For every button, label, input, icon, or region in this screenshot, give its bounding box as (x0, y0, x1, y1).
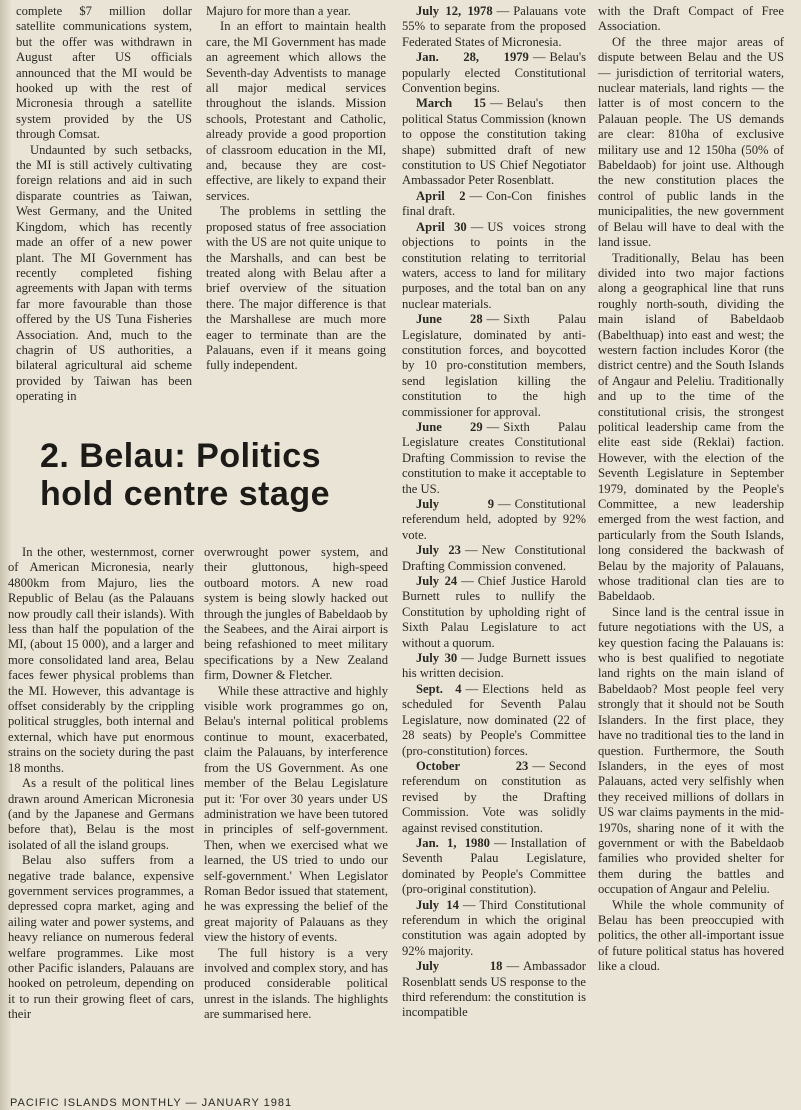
timeline-text: Chief Justice Harold Burnett rules to nullify the Constitution by upholding right of Sixth Palau Legislature to act without a quorum. (402, 574, 586, 650)
article-column-5 (598, 4, 784, 975)
em-dash: — (506, 959, 520, 974)
article-column-3 (8, 545, 194, 1023)
paragraph: complete $7 million dollar satellite communications system, but the offer was withdrawn in August after US officials announced that the MI would be hooked up with the rest of Micronesia through a satellite system provided by the US through Comsat. (16, 4, 192, 142)
timeline-text: Second referendum on constitution as revised by the Drafting Commission. Vote was solidly against revised constitution. (402, 758, 586, 835)
timeline-entry (402, 898, 586, 960)
timeline-text: Constitutional referendum held, adopted by 92% vote. (402, 497, 586, 542)
headline-line-1: 2. Belau: Politics (40, 437, 322, 475)
timeline-entry (402, 759, 586, 836)
timeline-date: July 12, 1978 (416, 4, 493, 18)
em-dash: — (532, 50, 546, 65)
em-dash: — (461, 651, 474, 666)
paragraph: Traditionally, Belau has been divided into two major factions along a geographical line that runs roughly north-south, dividing the main island of Babeldaob (Babelthuap) into east and west; the western faction includes Koror (the district centre) and the South Islands of Angaur and Peleliu. Traditionally and up to the time of the constitutional crisis, the strongest political leadership came from the elite east side (Reklai) faction. However, with the election of the Seventh Legislature in September 1979, dominated by the People's Committee, a new leadership emerged from the west faction, and particularly from the South Islands, long considered the backwash of Belau by the majority of Palauans, whose traditional clan ties are to Babeldaob. (598, 250, 784, 604)
timeline-entry (402, 497, 586, 543)
em-dash: — (498, 497, 511, 511)
section-headline (40, 437, 392, 513)
timeline-text: Con-Con finishes final draft. (402, 188, 586, 219)
paragraph: Belau also suffers from a negative trade balance, expensive government services programmes, a depressed copra market, aging and ailing water and power systems, and heavy reliance on numerous federal welfare programmes. Like most other Pacific islanders, Palauans are hooked on petroleum, depending on it to run their growing fleet of cars, their (8, 853, 194, 1022)
page-footer: PACIFIC ISLANDS MONTHLY — JANUARY 1981 (10, 1097, 293, 1109)
timeline-text: Sixth Palau Legislature, dominated by anti-constitution forces, and boycotted by 10 pro-constitution members, send legislation killing the constitution to the high commissioner for approval. (402, 312, 586, 419)
em-dash: — (464, 543, 478, 558)
paragraph: overwrought power system, and their gluttonous, high-speed outboard motors. A new road system is being slowly hacked out through the jungles of Babeldaob by the Seabees, and the Airai airport is being refashioned to meet military specifications by a New Zealand firm, Downer & Fletcher. (204, 545, 388, 683)
timeline-date: July 23 (416, 543, 461, 558)
timeline-entry (402, 50, 586, 96)
timeline-entry (402, 189, 586, 220)
paragraph: Since land is the central issue in future negotiations with the US, a key question facing the Palauans is: who is best qualified to negotiate land rights on the main island of Babeldaob? Most people feel very strongly that it should not be South Islanders. In the first place, they have no traditional ties to the land in question. Furthermore, the South Islanders, in the eyes of most Palauans, acted very selfishly when they received millions of dollars in US war claims payments in the mid-1970s, sharing none of it with the government or with the Babeldaob families who provided shelter for them during the battles and occupation of Angaur and Peleliu. (598, 604, 784, 897)
timeline-date: Jan. 28, 1979 (416, 50, 529, 65)
timeline-date: April 2 (416, 188, 466, 203)
paragraph: The full history is a very involved and complex story, and has produced considerable political unrest in the islands. The highlights are summarised here. (204, 945, 388, 1022)
timeline-text: New Constitutional Drafting Commission convened. (402, 543, 587, 573)
em-dash: — (486, 419, 500, 434)
timeline-entry (402, 836, 586, 898)
paragraph: The problems in settling the proposed status of free association with the US are not quite unique to the Marshalls, and can best be treated along with Belau after a brief overview of the situation there. The major difference is that the Marshallese are much more eager to terminate than are the Palauans, even if it means going fully independent. (206, 204, 386, 373)
em-dash: — (493, 835, 507, 850)
article-column-2 (206, 4, 386, 374)
timeline-entry (402, 959, 586, 1021)
timeline-date: June 28 (416, 312, 483, 327)
paragraph: While these attractive and highly visible work programmes go on, Belau's internal political problems continue to mount, exacerbated, claim the Palauans, by interference from the US Government. As one member of the Belau Legislature put it: 'For over 30 years under US administration we have been tutored in principles of self-government. Then, when we exercised what we learned, the US tried to undo our self-government.' When Legislator Roman Bedor issued that statement, he was expressing the belief of the great majority of Palauans as they view the history of events. (204, 683, 388, 945)
timeline-entry (402, 220, 586, 312)
timeline-text: Sixth Palau Legislature creates Constitutional Drafting Commission to revise the constitution to make it acceptable to the US. (402, 419, 586, 496)
timeline-text: Third Constitutional referendum in which the original constitution was again adopted by 92% majority. (402, 897, 586, 958)
paragraph: While the whole community of Belau has been preoccupied with politics, the other all-important issue of future political status has hovered like a cloud. (598, 897, 784, 974)
article-column-1 (16, 4, 192, 405)
timeline-text: Belau's then political Status Commission (known to oppose the constitution taking shape) submitted draft of new constitution to US Chief Negotiator Ambassador Peter Rosenblatt. (402, 96, 586, 188)
timeline-date: July 14 (416, 897, 459, 912)
timeline-text: Belau's popularly elected Constitutional Convention begins. (402, 50, 586, 96)
em-dash: — (470, 219, 484, 234)
em-dash: — (465, 681, 479, 696)
em-dash: — (532, 758, 545, 773)
em-dash: — (496, 4, 510, 18)
paragraph: Undaunted by such setbacks, the MI is still actively cultivating foreign relations and aid in such disparate countries as Taiwan, West Germany, and the United Kingdom, which has recently made an offer of a new power plant. The MI Government has recently completed fishing agreements with Japan with terms far more favourable than those offered by the US Tuna Fisheries Association. And, much to the chagrin of US authorities, a bilateral agricultural aid scheme provided by Taiwan has been operating in (16, 142, 192, 404)
timeline-column (402, 4, 586, 1021)
em-dash: — (469, 188, 483, 203)
timeline-text: Ambassador Rosenblatt sends US response to the third referendum: the constitution is incompatible (402, 959, 586, 1020)
timeline-date: October 23 (416, 758, 529, 773)
timeline-text: Palauans vote 55% to separate from the proposed Federated States of Micronesia. (402, 4, 586, 49)
timeline-entry (402, 4, 586, 50)
timeline-entry (402, 420, 586, 497)
timeline-date: July 18 (416, 959, 503, 974)
timeline-date: March 15 (416, 96, 486, 111)
paragraph: In an effort to maintain health care, the MI Government has made an agreement which allows the Seventh-day Adventists to manage all major medical services throughout the islands. Mission schools, Protestant and Catholic, already provide a good proportion of classroom education in the MI, and, because they are cost-effective, are likely to expand their services. (206, 19, 386, 203)
timeline-date: July 30 (416, 651, 458, 666)
timeline-text: Installation of Seventh Palau Legislature, dominated by People's Committee (pro-original constitution). (402, 835, 586, 897)
timeline-date: April 30 (416, 219, 467, 234)
timeline-entry (402, 312, 586, 420)
timeline-entry (402, 651, 586, 682)
paragraph: with the Draft Compact of Free Association. (598, 4, 784, 34)
paragraph: Majuro for more than a year. (206, 4, 351, 18)
timeline-date: Sept. 4 (416, 681, 462, 696)
em-dash: — (489, 96, 503, 111)
timeline-text: Elections held as scheduled for Seventh Palau Legislature, now dominated (22 of 28 seats) by People's Committee (pro-constitution) forces. (402, 681, 586, 758)
timeline-entry (402, 682, 586, 759)
timeline-date: July 9 (416, 497, 495, 511)
em-dash: — (461, 574, 474, 589)
em-dash: — (486, 312, 500, 327)
em-dash: — (462, 897, 476, 912)
article-column-4 (204, 545, 388, 1023)
timeline-date: July 24 (416, 574, 458, 589)
timeline-entry (402, 574, 586, 651)
headline-line-2: hold centre stage (40, 475, 331, 513)
timeline-entry (402, 543, 586, 574)
paragraph: Of the three major areas of dispute between Belau and the US — jurisdiction of territorial waters, nuclear materials, land rights — the latter is of most concern to the Palauan people. The US demands are clear: 810ha of exclusive military use and 12 150ha (50% of Babeldaob) for joint use. Although the new constitution places the control of public lands in the municipalities, the new government of Belau will have to deal with the land issue. (598, 34, 784, 250)
timeline-entry (402, 96, 586, 188)
paragraph: As a result of the political lines drawn around American Micronesia (and by the Japanese and Germans before that), Belau is the most isolated of all the island groups. (8, 776, 194, 852)
timeline-date: June 29 (416, 419, 483, 434)
timeline-text: Judge Burnett issues his written decision. (402, 651, 587, 681)
timeline-date: Jan. 1, 1980 (416, 835, 490, 850)
paragraph: In the other, westernmost, corner of American Micronesia, nearly 4800km from Majuro, lies the Republic of Belau (as the Palauans now proudly call their islands). With less than half the population of the MI, (about 15 000), and a larger and more consolidated land area, Belau faces fewer physical problems than the MI. However, this advantage is offset considerably by the crippling political struggles, both internal and external, which have put enormous strains on the society during the past 18 months. (8, 545, 194, 775)
timeline-text: US voices strong objections to points in the constitution relating to territorial waters, access to land for military purposes, and the total ban on any nuclear materials. (402, 219, 586, 311)
